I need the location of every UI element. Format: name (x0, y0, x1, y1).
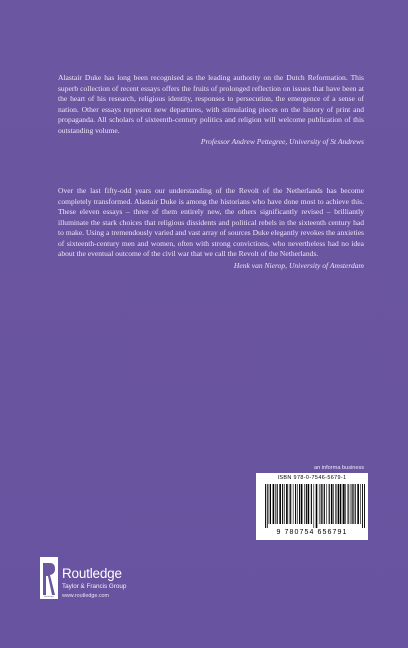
informa-label: an informa business (314, 465, 365, 471)
barcode (256, 473, 368, 540)
barcode-bar (284, 484, 285, 524)
barcode-bar (348, 484, 349, 524)
barcode-bar (316, 484, 318, 528)
barcode-bar (297, 484, 298, 524)
barcode-bar (333, 484, 334, 524)
barcode-bar (319, 484, 320, 524)
review-attribution: Professor Andrew Pettegree, University of St Andrews (200, 137, 364, 146)
barcode-bar (364, 484, 365, 528)
barcode-bar (311, 484, 312, 524)
publisher-website: www.routledge.com (62, 593, 110, 599)
barcode-bar (304, 484, 305, 524)
barcode-bar (269, 484, 270, 524)
barcode-bar (279, 484, 281, 524)
barcode-bar (353, 484, 354, 524)
barcode-digits: 9 780754 656791 (276, 529, 348, 536)
barcode-bars (265, 484, 365, 528)
barcode-bar (270, 484, 271, 524)
logo-text: Routledge (44, 596, 54, 598)
barcode-bar (290, 484, 291, 524)
barcode-bar (277, 484, 278, 524)
barcode-bar (286, 484, 288, 524)
barcode-bar (329, 484, 330, 524)
barcode-bar (362, 484, 363, 528)
barcode-bar (340, 484, 341, 524)
routledge-logo-icon (40, 557, 58, 599)
barcode-bar (360, 484, 361, 524)
barcode-bar (350, 484, 351, 524)
publisher-name: Routledge (62, 566, 122, 581)
barcode-bar (289, 484, 290, 524)
barcode-bar (306, 484, 307, 524)
review-blurb-van-nierop (58, 186, 364, 271)
barcode-bar (335, 484, 336, 524)
review-blurb-pettegree (58, 73, 364, 148)
barcode-bar (275, 484, 276, 524)
barcode-bar (295, 484, 296, 524)
review-attribution: Henk van Nierop, University of Amsterdam (233, 260, 364, 270)
barcode-bar (265, 484, 266, 528)
barcode-bar (343, 484, 345, 524)
barcode-bar (357, 484, 359, 524)
barcode-bar (299, 484, 300, 524)
barcode-bar (314, 484, 315, 528)
barcode-bar (321, 484, 322, 524)
barcode-bar (355, 484, 356, 524)
barcode-bar (273, 484, 275, 524)
barcode-bar (308, 484, 310, 524)
publisher-group: Taylor & Francis Group (62, 583, 127, 590)
barcode-bar (331, 484, 333, 524)
barcode-bar (352, 484, 353, 524)
barcode-bar (301, 484, 303, 524)
barcode-bar (342, 484, 343, 524)
barcode-bar (282, 484, 283, 524)
isbn-text: ISBN 978-0-7546-5679-1 (277, 475, 347, 481)
barcode-bar (267, 484, 268, 528)
barcode-bar (326, 484, 327, 524)
review-text: Alastair Duke has long been recognised as the leading authority on the Dutch Reformation. This superb collection of recent essays offers the fruits of prolonged reflection on issues that have been at the heart of his research, religious identity, responses to persecution, the emergence of a sense of nation. Other essays represent new departures, with stimulating pieces on the history of print and propaganda. All scholars of sixteenth-century politics and religion will welcome publication of this outstanding volume. (58, 73, 364, 135)
barcode-bar (338, 484, 340, 524)
barcode-bar (324, 484, 325, 524)
barcode-bar (345, 484, 346, 524)
barcode-bar (322, 484, 323, 524)
barcode-bar (293, 484, 294, 524)
review-text: Over the last fifty-odd years our understanding of the Revolt of the Netherlands has become completely transformed. Alastair Duke is among the historians who have done most to achieve this. These eleven essays – three of them entirely new, the others significantly revised – brilliantly illuminate the stark choices that religious dissidents and political rebels in the sixteenth century had to make. Using a tremendously varied and vast array of sources Duke elegantly revokes the anxieties of sixteenth-century men and women, often with strong convictions, who nevertheless had no idea about the eventual outcome of the civil war that we call the Revolt of the Netherlands. (58, 186, 364, 258)
